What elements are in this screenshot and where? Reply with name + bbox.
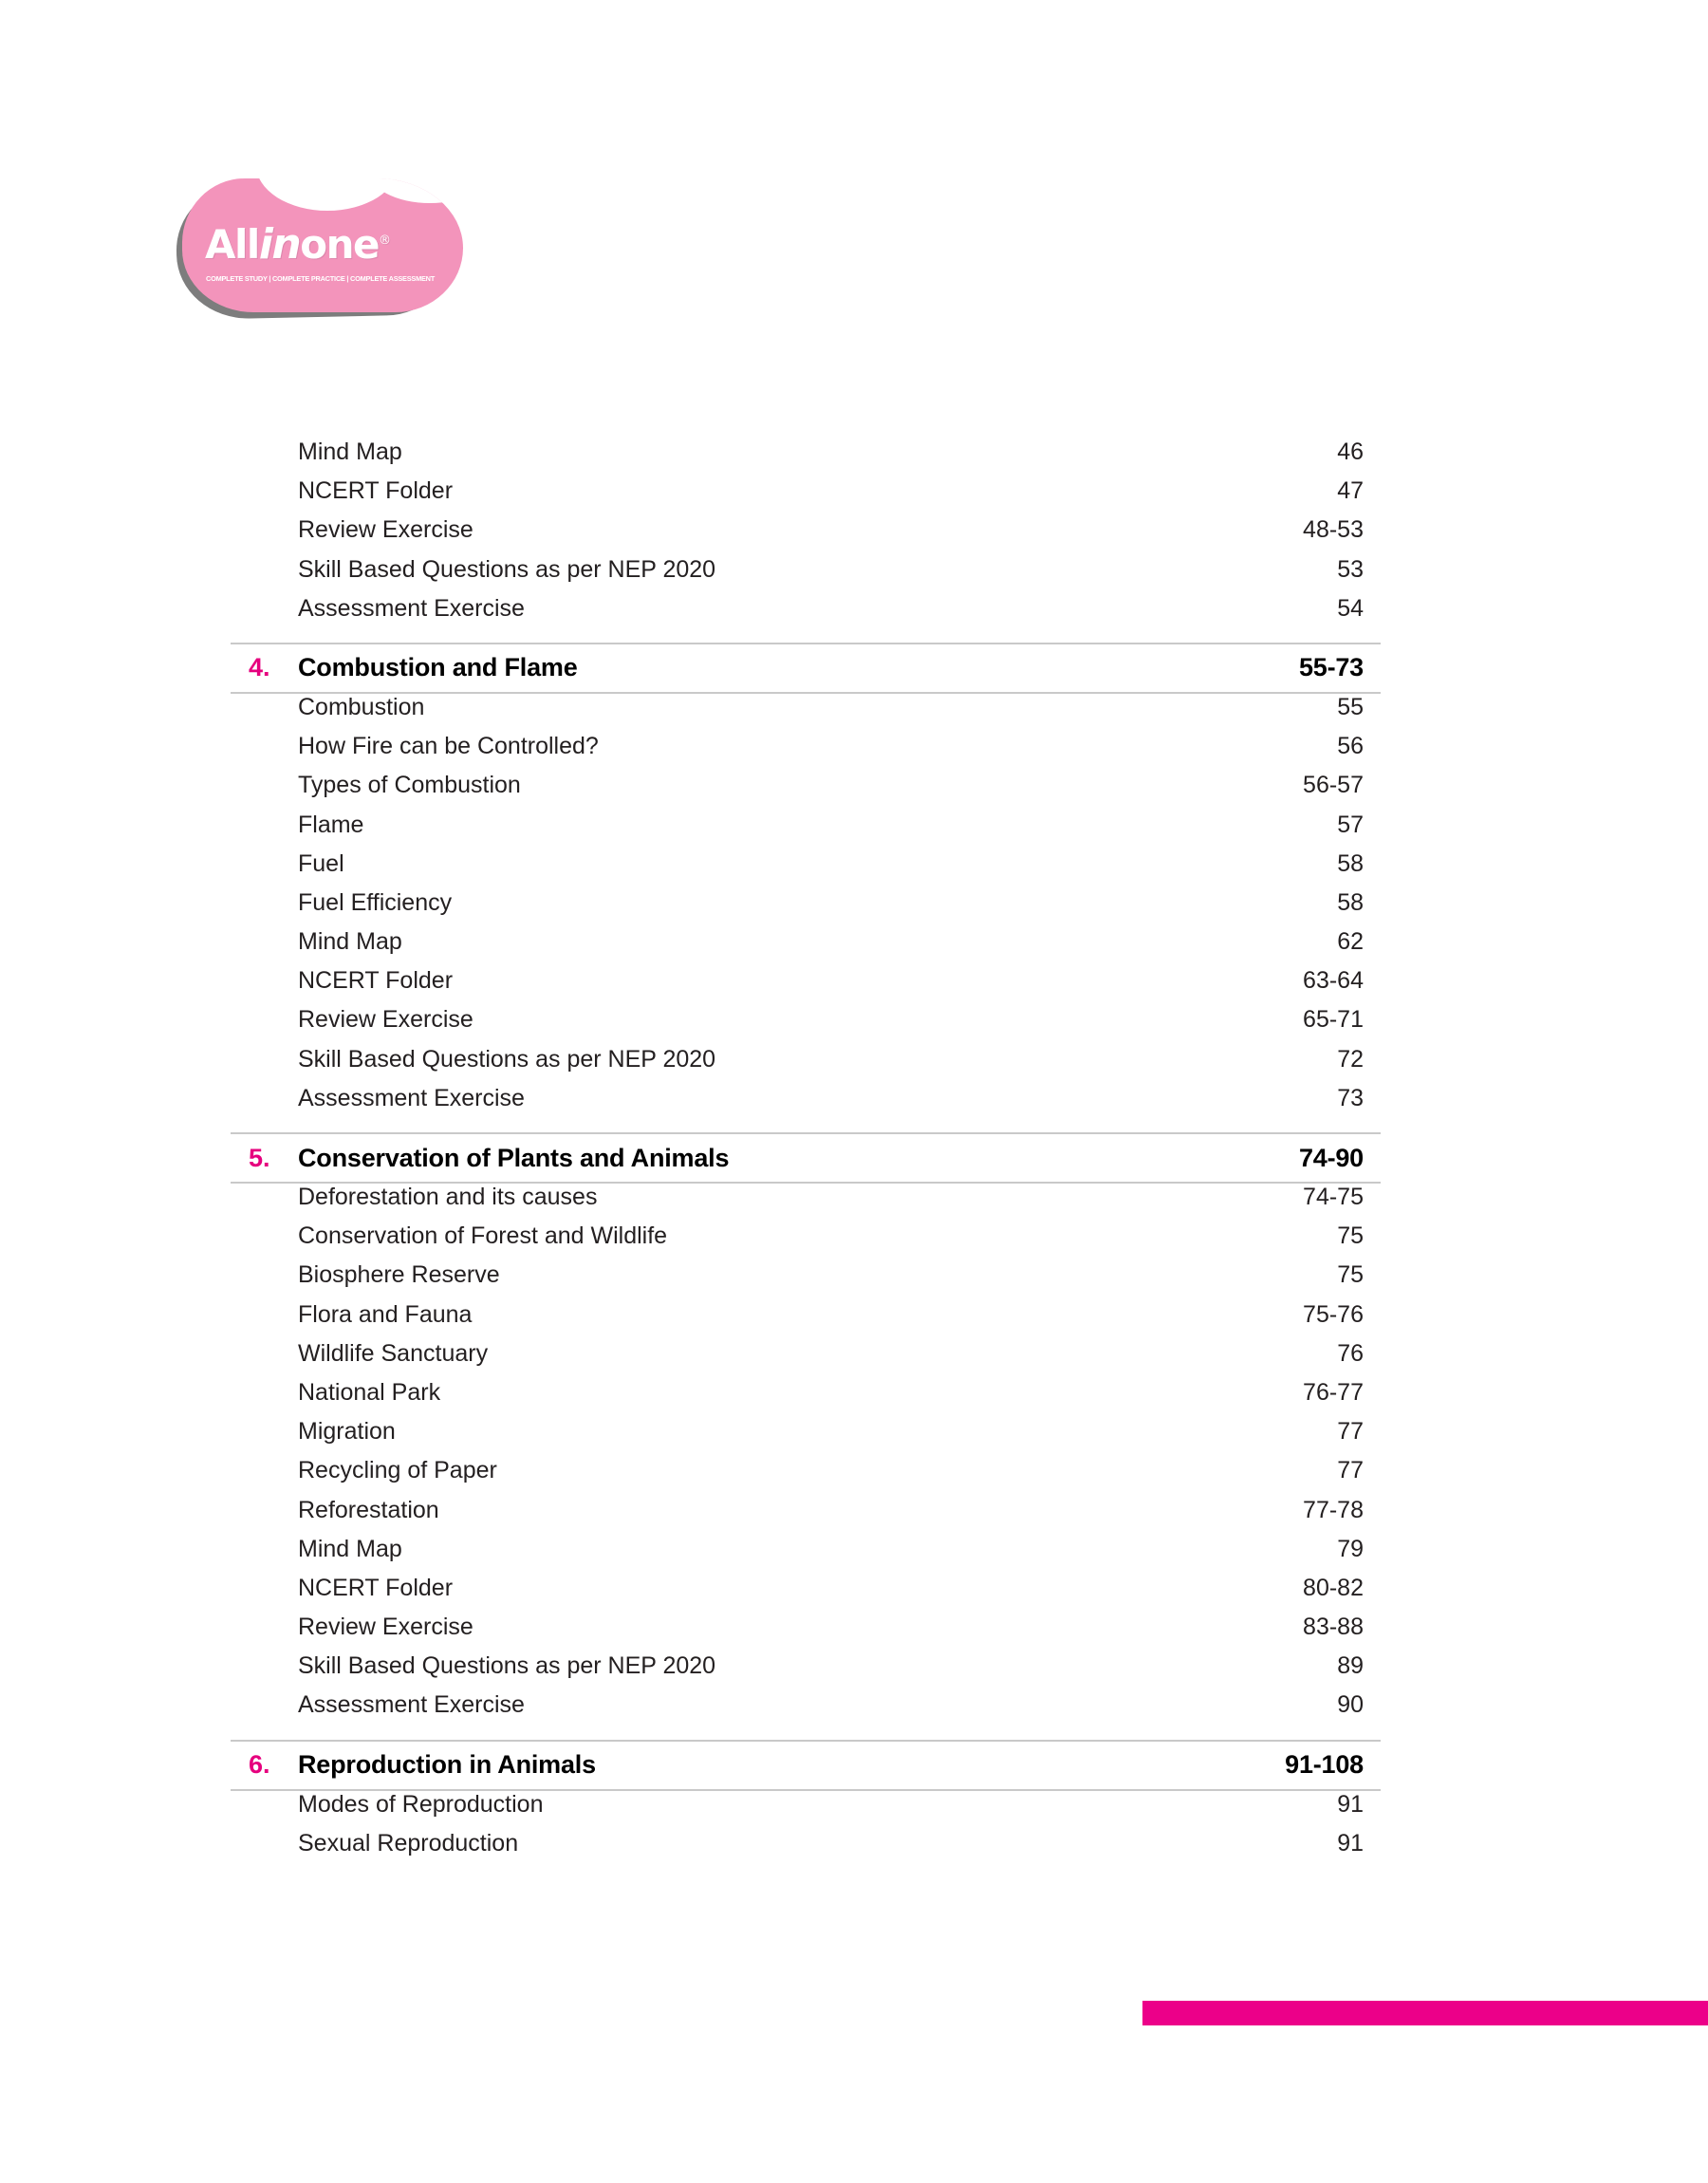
toc-entry-row[interactable]	[231, 1791, 1381, 1830]
toc-entry-pages: 46	[1337, 438, 1364, 465]
toc-entry-pages: 79	[1337, 1535, 1364, 1562]
toc-entry-row[interactable]	[231, 1085, 1381, 1124]
logo-word-in: in	[258, 220, 301, 269]
toc-chapter-pages: 74-90	[1298, 1143, 1364, 1172]
toc-entry-row[interactable]	[231, 1006, 1381, 1045]
toc-entry-pages: 76	[1337, 1339, 1364, 1367]
toc-entry-pages: 56-57	[1303, 772, 1364, 799]
logo-blob-notch-secondary	[368, 178, 463, 203]
toc-entry-row[interactable]	[231, 928, 1381, 967]
toc-chapter-row[interactable]	[231, 1740, 1381, 1791]
toc-entry-pages: 58	[1337, 849, 1364, 877]
footer-accent-bar	[1142, 2001, 1708, 2025]
toc-entry-title: Deforestation and its causes	[298, 1184, 598, 1210]
toc-entry-title: Reforestation	[298, 1496, 439, 1523]
toc-chapter-title: Combustion and Flame	[298, 653, 578, 682]
toc-entry-title: Skill Based Questions as per NEP 2020	[298, 1652, 716, 1680]
toc-entry-row[interactable]	[231, 1184, 1381, 1222]
toc-entry-title: Modes of Reproduction	[298, 1790, 544, 1818]
toc-entry-row[interactable]	[231, 889, 1381, 928]
toc-entry-title: Migration	[298, 1418, 396, 1446]
toc-chapter-number: 4.	[249, 653, 270, 682]
toc-entry-row[interactable]	[231, 967, 1381, 1006]
toc-entry-pages: 57	[1337, 811, 1364, 838]
toc-entry-row[interactable]	[231, 733, 1381, 772]
toc-entry-title: NCERT Folder	[298, 1574, 454, 1601]
table-of-contents	[231, 438, 1381, 1869]
toc-section-gap	[231, 1124, 1381, 1132]
toc-chapter-pages: 55-73	[1298, 653, 1364, 682]
toc-entry-pages: 73	[1337, 1084, 1364, 1111]
toc-body	[231, 438, 1381, 1869]
toc-entry-title: Wildlife Sanctuary	[298, 1339, 489, 1367]
toc-entry-pages: 74-75	[1303, 1184, 1364, 1210]
toc-entry-pages: 77	[1337, 1418, 1364, 1446]
toc-entry-title: Skill Based Questions as per NEP 2020	[298, 555, 716, 583]
toc-entry-pages: 56	[1337, 733, 1364, 760]
toc-entry-title: Fuel	[298, 849, 344, 877]
toc-entry-row[interactable]	[231, 516, 1381, 555]
toc-entry-row[interactable]	[231, 694, 1381, 733]
toc-chapter-pages: 91-108	[1285, 1750, 1364, 1780]
toc-entry-title: Sexual Reproduction	[298, 1829, 519, 1856]
toc-entry-pages: 47	[1337, 477, 1364, 505]
toc-entry-pages: 63-64	[1303, 967, 1364, 995]
toc-entry-row[interactable]	[231, 477, 1381, 516]
toc-entry-row[interactable]	[231, 556, 1381, 595]
toc-entry-title: Conservation of Forest and Wildlife	[298, 1222, 668, 1250]
logo-wordmark	[205, 220, 433, 269]
logo-registered-mark: ®	[378, 233, 390, 248]
toc-entry-row[interactable]	[231, 1497, 1381, 1536]
toc-entry-title: Flame	[298, 811, 364, 838]
toc-entry-title: Combustion	[298, 693, 425, 720]
toc-entry-pages: 77	[1337, 1457, 1364, 1484]
toc-entry-row[interactable]	[231, 1536, 1381, 1575]
toc-entry-row[interactable]	[231, 438, 1381, 477]
toc-entry-row[interactable]	[231, 772, 1381, 811]
toc-entry-pages: 75	[1337, 1261, 1364, 1289]
toc-entry-title: National Park	[298, 1378, 441, 1406]
toc-entry-row[interactable]	[231, 595, 1381, 634]
toc-section-gap	[231, 1731, 1381, 1740]
toc-entry-pages: 77-78	[1303, 1496, 1364, 1523]
toc-entry-title: Skill Based Questions as per NEP 2020	[298, 1045, 716, 1073]
toc-entry-pages: 53	[1337, 555, 1364, 583]
toc-entry-title: Assessment Exercise	[298, 594, 525, 622]
toc-entry-row[interactable]	[231, 1340, 1381, 1379]
toc-entry-row[interactable]	[231, 1046, 1381, 1085]
toc-entry-pages: 76-77	[1303, 1378, 1364, 1406]
toc-entry-title: Review Exercise	[298, 1614, 473, 1641]
toc-chapter-title: Conservation of Plants and Animals	[298, 1143, 730, 1172]
toc-chapter-row[interactable]	[231, 643, 1381, 694]
toc-entry-row[interactable]	[231, 1614, 1381, 1652]
toc-entry-row[interactable]	[231, 1418, 1381, 1457]
toc-entry-pages: 75-76	[1303, 1300, 1364, 1328]
toc-entry-row[interactable]	[231, 1575, 1381, 1614]
toc-entry-pages: 91	[1337, 1790, 1364, 1818]
toc-entry-title: Mind Map	[298, 438, 402, 465]
logo-word-one: one	[300, 221, 379, 268]
toc-entry-pages: 89	[1337, 1652, 1364, 1680]
toc-entry-pages: 80-82	[1303, 1574, 1364, 1601]
toc-entry-pages: 58	[1337, 888, 1364, 916]
toc-entry-title: Assessment Exercise	[298, 1084, 525, 1111]
toc-entry-pages: 90	[1337, 1691, 1364, 1719]
toc-entry-pages: 72	[1337, 1045, 1364, 1073]
toc-entry-row[interactable]	[231, 1652, 1381, 1691]
toc-chapter-title: Reproduction in Animals	[298, 1750, 596, 1780]
toc-entry-row[interactable]	[231, 850, 1381, 889]
toc-entry-title: Assessment Exercise	[298, 1691, 525, 1719]
toc-chapter-number: 6.	[249, 1750, 270, 1780]
toc-entry-title: Mind Map	[298, 928, 402, 956]
toc-chapter-row[interactable]	[231, 1132, 1381, 1184]
toc-entry-title: How Fire can be Controlled?	[298, 733, 599, 760]
toc-entry-row[interactable]	[231, 1301, 1381, 1340]
toc-entry-title: Biosphere Reserve	[298, 1261, 500, 1289]
toc-entry-title: Types of Combustion	[298, 772, 521, 799]
toc-entry-title: Review Exercise	[298, 1006, 473, 1034]
toc-entry-row[interactable]	[231, 1457, 1381, 1496]
all-in-one-logo	[176, 178, 465, 323]
toc-entry-row[interactable]	[231, 1830, 1381, 1869]
toc-entry-title: NCERT Folder	[298, 477, 454, 505]
toc-entry-title: Recycling of Paper	[298, 1457, 497, 1484]
toc-entry-pages: 62	[1337, 928, 1364, 956]
toc-entry-pages: 55	[1337, 693, 1364, 720]
logo-word-all: All	[205, 221, 259, 268]
toc-entry-pages: 75	[1337, 1222, 1364, 1250]
toc-entry-title: NCERT Folder	[298, 967, 454, 995]
toc-entry-title: Review Exercise	[298, 516, 473, 544]
toc-entry-title: Flora and Fauna	[298, 1300, 473, 1328]
toc-entry-title: Mind Map	[298, 1535, 402, 1562]
toc-entry-row[interactable]	[231, 1379, 1381, 1418]
toc-section-gap	[231, 634, 1381, 643]
toc-entry-pages: 83-88	[1303, 1614, 1364, 1641]
toc-chapter-number: 5.	[249, 1143, 270, 1172]
toc-entry-pages: 48-53	[1303, 516, 1364, 544]
toc-entry-pages: 54	[1337, 594, 1364, 622]
toc-entry-row[interactable]	[231, 1222, 1381, 1261]
logo-tagline: COMPLETE STUDY | COMPLETE PRACTICE | COMPLETE ASSESSMENT	[206, 274, 436, 283]
toc-entry-row[interactable]	[231, 1261, 1381, 1300]
toc-entry-title: Fuel Efficiency	[298, 888, 453, 916]
toc-entry-pages: 65-71	[1303, 1006, 1364, 1034]
toc-entry-pages: 91	[1337, 1829, 1364, 1856]
toc-entry-row[interactable]	[231, 1691, 1381, 1730]
toc-entry-row[interactable]	[231, 812, 1381, 850]
